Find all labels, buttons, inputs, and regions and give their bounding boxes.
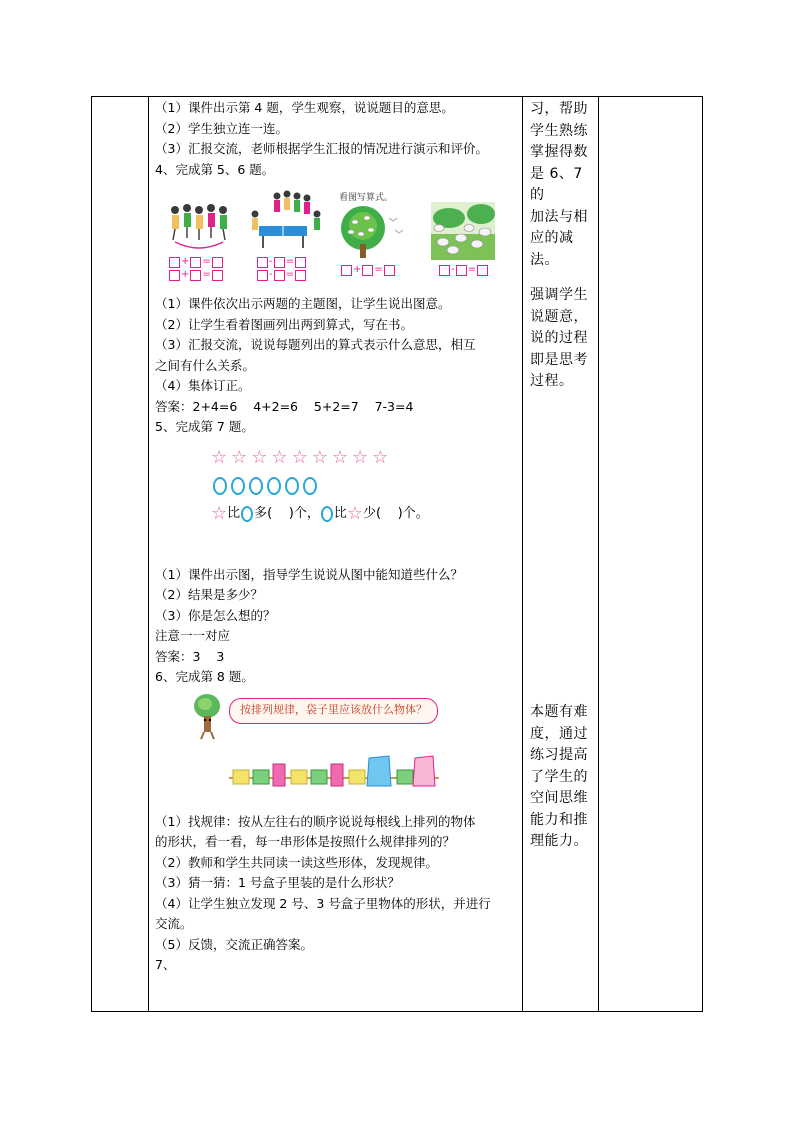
circle-icon: [249, 477, 263, 495]
step-text: （4）让学生独立发现 2 号、3 号盒子里物体的形状，并进行: [155, 895, 491, 911]
section-heading: 5、完成第 7 题。: [155, 419, 254, 434]
star-icon: ☆: [346, 502, 363, 524]
equation-blanks: - = - =: [257, 256, 306, 282]
step-text: 的形状，看一看，每一串形体是按照什么规律排列的？: [155, 834, 456, 849]
left-column: [92, 97, 148, 1011]
star-icon: ☆: [331, 446, 348, 468]
tree-birds-image: [337, 204, 409, 260]
step-text: （4）集体订正。: [155, 378, 251, 393]
shape-string-image: [229, 752, 439, 790]
circle-icon: [321, 506, 333, 522]
star-icon: ☆: [351, 446, 369, 468]
step-text: （2）结果是多少？: [155, 587, 263, 602]
circle-icon: [241, 506, 253, 522]
column-divider: [148, 97, 149, 1011]
step-text: （3）你是怎么想的？: [155, 607, 276, 623]
circle-row: [213, 477, 317, 495]
step-text: （2）教师和学生共同读一读这些形体，发现规律。: [155, 854, 438, 870]
figure-caption: 看图写算式。: [339, 193, 394, 203]
teaching-process-column: [155, 97, 520, 976]
star-icon: ☆: [251, 446, 268, 468]
design-note-2: 强调学生 说题意， 说的过程 即是思考 过程。: [530, 287, 588, 389]
step-text: 交流。: [155, 916, 193, 931]
star-icon: ☆: [372, 446, 389, 468]
note-text: 注意一一对应: [155, 628, 231, 643]
sheep-field-image: [431, 202, 495, 260]
star-icon: ☆: [211, 446, 228, 468]
circle-icon: [231, 477, 245, 495]
lesson-table: [91, 96, 703, 1012]
step-text: （1）课件依次出示两题的主题图，让学生说出图意。: [155, 296, 451, 311]
figure-picture-problems: [155, 180, 520, 294]
column-divider: [598, 97, 599, 1011]
figure-stars-circles: [155, 438, 520, 565]
star-icon: ☆: [291, 446, 308, 468]
circle-icon: [213, 477, 227, 495]
step-text: （2）学生独立连一连。: [155, 120, 288, 136]
step-text: （1）找规律：按从左往右的顺序说说每根线上排列的物体: [155, 813, 476, 829]
answer-text: 答案：3 3: [155, 648, 225, 664]
equation-blanks: + =: [341, 264, 395, 277]
step-text: （3）汇报交流，老师根据学生汇报的情况进行演示和评价。: [155, 141, 488, 156]
section-heading: 6、完成第 8 题。: [155, 669, 254, 684]
section-heading: 7、: [155, 957, 176, 972]
design-note-3: 本题有难 度，通过 练习提高 了学生的 空间思维 能力和推 理能力。: [530, 704, 588, 849]
equation-blanks: - =: [439, 264, 488, 277]
circle-icon: [285, 477, 299, 495]
column-divider: [522, 97, 523, 1011]
step-text: （5）反馈，交流正确答案。: [155, 936, 313, 952]
star-row: [211, 448, 388, 468]
speech-bubble: 按排列规律，袋子里应该放什么物体？: [229, 698, 438, 724]
answer-text: 答案：2+4=6 4+2=6 5+2=7 7-3=4: [155, 398, 414, 414]
section-heading: 4、完成第 5、6 题。: [155, 161, 275, 177]
design-note-1: 习，帮助 学生熟练 掌握得数 是 6、7 的 加法与相 应的减法。: [530, 101, 588, 268]
step-text: 之间有什么关系。: [155, 357, 256, 373]
star-icon: ☆: [211, 502, 228, 524]
figure-shape-pattern: [155, 688, 520, 812]
step-text: （2）让学生看着图画列出两到算式，写在书。: [155, 316, 413, 332]
step-text: （1）课件出示第 4 题，学生观察，说说题目的意思。: [155, 100, 454, 115]
step-text: （1）课件出示图，指导学生说说从图中能知道些什么？: [155, 566, 463, 582]
circle-icon: [303, 477, 317, 495]
step-text: （3）猜一猜：1 号盒子里装的是什么形状？: [155, 875, 400, 890]
star-icon: ☆: [271, 446, 288, 468]
children-jump-rope-image: [167, 202, 231, 254]
table-tennis-image: [251, 190, 323, 252]
comparison-sentence: ☆ 比 多( )个， 比 ☆ 少( )个。: [211, 502, 429, 524]
star-icon: ☆: [311, 446, 328, 468]
step-text: （3）汇报交流，说说每题列出的算式表示什么意思，相互: [155, 337, 476, 352]
star-icon: ☆: [231, 446, 248, 468]
equation-blanks: + = + =: [169, 256, 223, 282]
circle-icon: [267, 477, 281, 495]
tree-mascot-image: [193, 692, 223, 740]
